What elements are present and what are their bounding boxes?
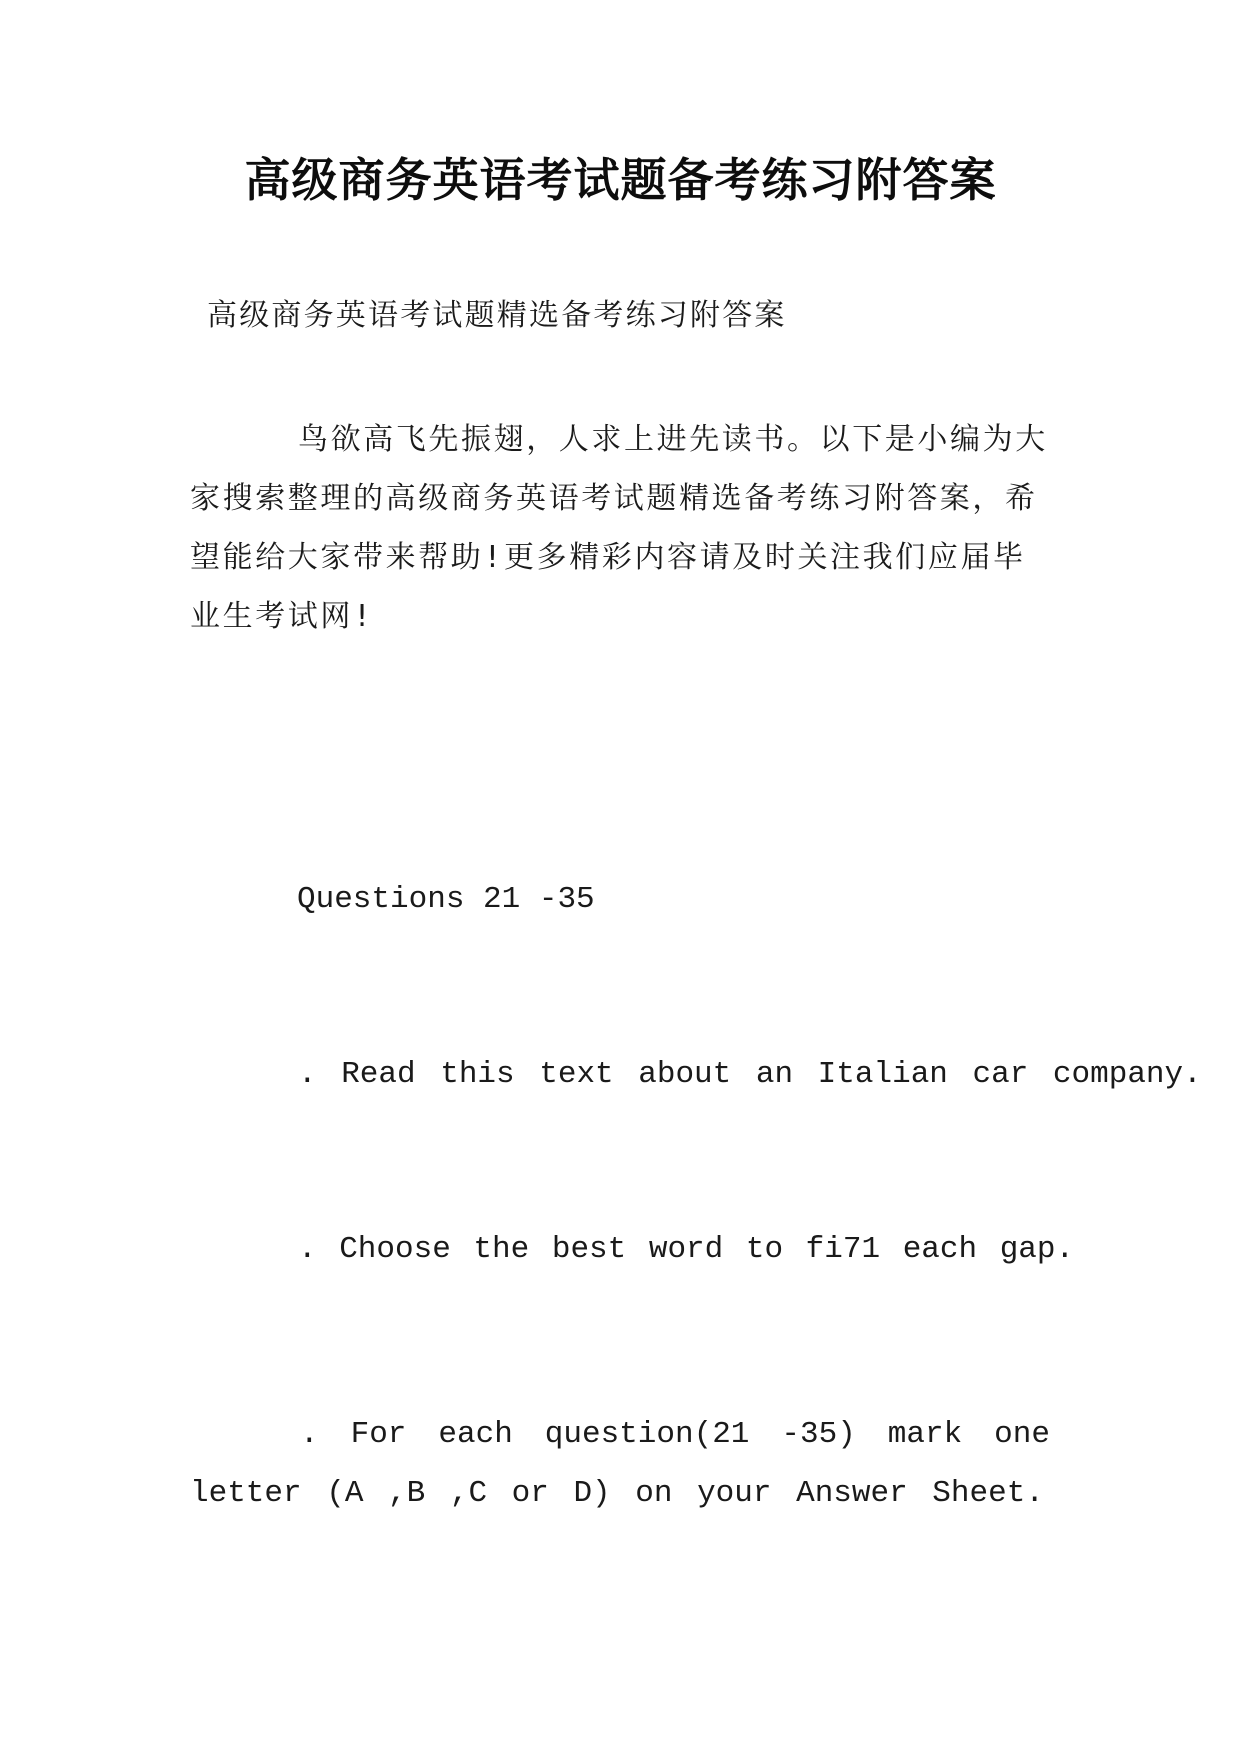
instruction-mark-letter: . For each question(21 -35) mark one letter (A ,B ,C or D) on your Answer Sheet. — [190, 1417, 1050, 1511]
document-title: 高级商务英语考试题备考练习附答案 — [244, 153, 997, 207]
questions-heading: Questions 21 -35 — [297, 882, 595, 917]
document-subtitle: 高级商务英语考试题精选备考练习附答案 — [207, 298, 787, 333]
instruction-choose-word: . Choose the best word to fi71 each gap. — [298, 1232, 1075, 1267]
intro-paragraph: 鸟欲高飞先振翅，人求上进先读书。以下是小编为大家搜索整理的高级商务英语考试题精选备考练习附答案，希望能给大家带来帮助!更多精彩内容请及时关注我们应届毕业生考试网! — [190, 422, 1048, 634]
instruction-read-text: . Read this text about an Italian car company. — [298, 1057, 1202, 1092]
